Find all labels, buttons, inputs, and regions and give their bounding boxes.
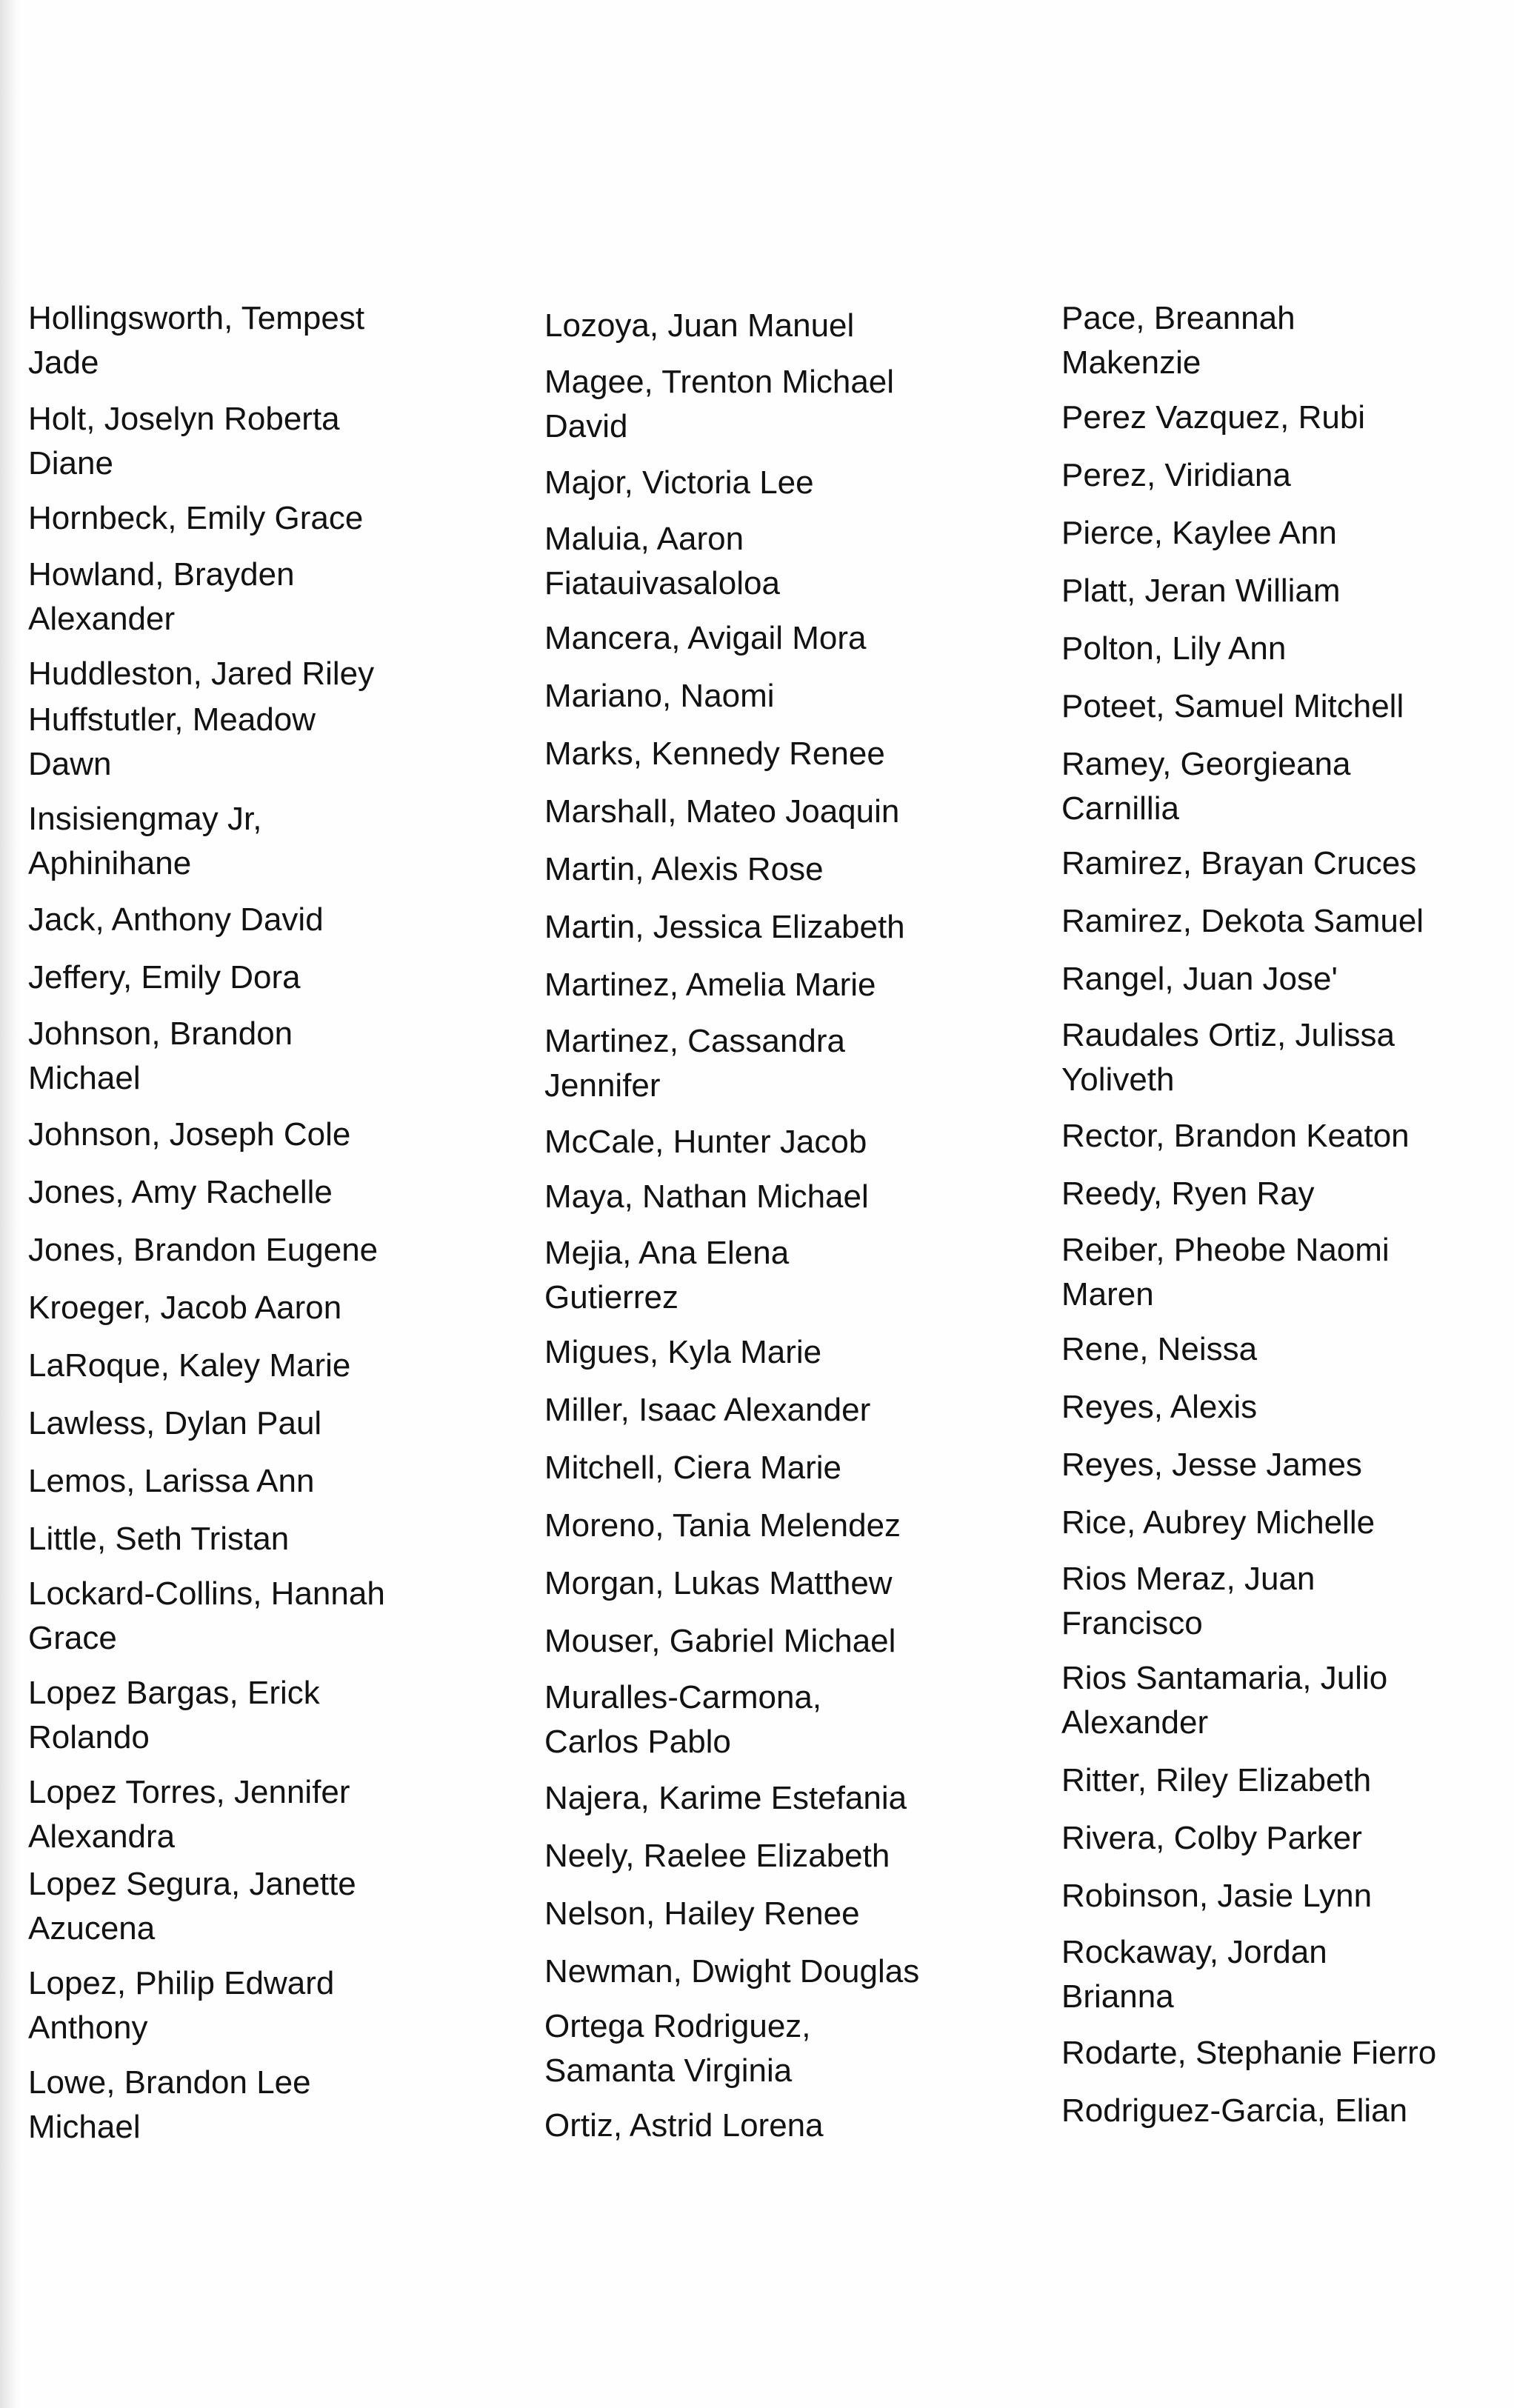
name-entry: McCale, Hunter Jacob [544,1124,867,1160]
name-entry: Platt, Jeran William [1061,573,1341,609]
name-entry: Magee, Trenton Michael David [544,364,895,444]
name-entry: Rodriguez-Garcia, Elian [1061,2092,1408,2129]
name-entry: Poteet, Samuel Mitchell [1061,688,1404,724]
name-entry: Rector, Brandon Keaton [1061,1118,1410,1154]
name-entry: Migues, Kyla Marie [544,1334,822,1370]
name-entry: Nelson, Hailey Renee [544,1895,860,1932]
name-entry: Reiber, Pheobe Naomi Maren [1061,1232,1390,1313]
name-entry: Muralles-Carmona, Carlos Pablo [544,1679,822,1760]
name-entry: Moreno, Tania Melendez [544,1507,901,1544]
name-entry: Major, Victoria Lee [544,464,814,501]
name-entry: Ortega Rodriguez, Samanta Virginia [544,2008,811,2089]
name-entry: Jeffery, Emily Dora [28,959,301,995]
name-entry: Rivera, Colby Parker [1061,1820,1362,1856]
name-entry: Reyes, Jesse James [1061,1447,1362,1483]
name-entry: Reedy, Ryen Ray [1061,1175,1315,1212]
name-entry: Rodarte, Stephanie Fierro [1061,2035,1437,2071]
name-entry: Ortiz, Astrid Lorena [544,2107,824,2144]
name-entry: Maluia, Aaron Fiatauivasaloloa [544,521,780,601]
name-entry: Martin, Alexis Rose [544,851,824,887]
name-entry: Martinez, Cassandra Jennifer [544,1023,845,1104]
name-entry: Huffstutler, Meadow Dawn [28,701,316,782]
name-entry: Martin, Jessica Elizabeth [544,909,905,945]
name-entry: Neely, Raelee Elizabeth [544,1838,890,1874]
name-entry: Lopez Torres, Jennifer Alexandra [28,1774,350,1855]
name-entry: Rios Santamaria, Julio Alexander [1061,1660,1388,1741]
name-entry: Lemos, Larissa Ann [28,1463,315,1499]
name-entry: Ritter, Riley Elizabeth [1061,1762,1372,1798]
name-entry: Perez, Viridiana [1061,457,1291,493]
name-entry: Lowe, Brandon Lee Michael [28,2064,311,2145]
name-entry: Raudales Ortiz, Julissa Yoliveth [1061,1017,1395,1098]
name-entry: Insisiengmay Jr, Aphinihane [28,801,262,881]
name-entry: Mitchell, Ciera Marie [544,1450,841,1486]
scan-shadow-edge [0,0,19,2408]
name-entry: Jones, Amy Rachelle [28,1174,333,1210]
name-entry: Howland, Brayden Alexander [28,556,295,637]
name-entry: Little, Seth Tristan [28,1521,290,1557]
name-entry: Johnson, Joseph Cole [28,1116,351,1153]
name-entry: Polton, Lily Ann [1061,630,1287,667]
name-entry: Pierce, Kaylee Ann [1061,515,1337,551]
name-entry: Lopez Segura, Janette Azucena [28,1866,356,1947]
name-entry: Mariano, Naomi [544,678,775,714]
name-entry: Johnson, Brandon Michael [28,1015,293,1096]
name-entry: Lockard-Collins, Hannah Grace [28,1575,385,1656]
name-entry: Hollingsworth, Tempest Jade [28,300,365,381]
name-entry: Ramirez, Brayan Cruces [1061,845,1417,881]
name-entry: Marshall, Mateo Joaquin [544,793,900,830]
name-entry: Marks, Kennedy Renee [544,736,885,772]
name-entry: Morgan, Lukas Matthew [544,1565,893,1601]
name-entry: Reyes, Alexis [1061,1389,1258,1425]
name-entry: LaRoque, Kaley Marie [28,1347,351,1384]
name-entry: Perez Vazquez, Rubi [1061,399,1366,436]
name-entry: Najera, Karime Estefania [544,1780,907,1816]
name-entry: Martinez, Amelia Marie [544,967,876,1003]
name-entry: Mejia, Ana Elena Gutierrez [544,1235,790,1315]
name-entry: Rockaway, Jordan Brianna [1061,1934,1327,2015]
name-entry: Jones, Brandon Eugene [28,1232,378,1268]
name-entry: Miller, Isaac Alexander [544,1392,871,1428]
name-entry: Huddleston, Jared Riley [28,656,375,692]
name-entry: Rice, Aubrey Michelle [1061,1504,1375,1541]
name-entry: Rios Meraz, Juan Francisco [1061,1561,1315,1641]
name-entry: Newman, Dwight Douglas [544,1953,920,1990]
name-entry: Robinson, Jasie Lynn [1061,1878,1373,1914]
name-entry: Lawless, Dylan Paul [28,1405,322,1441]
name-entry: Lozoya, Juan Manuel [544,307,855,344]
name-entry: Mancera, Avigail Mora [544,620,867,656]
name-entry: Kroeger, Jacob Aaron [28,1290,342,1326]
name-entry: Rangel, Juan Jose' [1061,961,1338,997]
name-entry: Lopez, Philip Edward Anthony [28,1965,335,2046]
name-entry: Holt, Joselyn Roberta Diane [28,401,340,481]
name-entry: Maya, Nathan Michael [544,1178,869,1215]
name-entry: Ramirez, Dekota Samuel [1061,903,1424,939]
name-entry: Ramey, Georgieana Carnillia [1061,746,1351,827]
name-entry: Mouser, Gabriel Michael [544,1623,896,1659]
name-entry: Rene, Neissa [1061,1331,1258,1367]
name-entry: Pace, Breannah Makenzie [1061,300,1295,381]
name-entry: Hornbeck, Emily Grace [28,500,364,536]
name-entry: Jack, Anthony David [28,901,324,938]
name-entry: Lopez Bargas, Erick Rolando [28,1675,320,1755]
